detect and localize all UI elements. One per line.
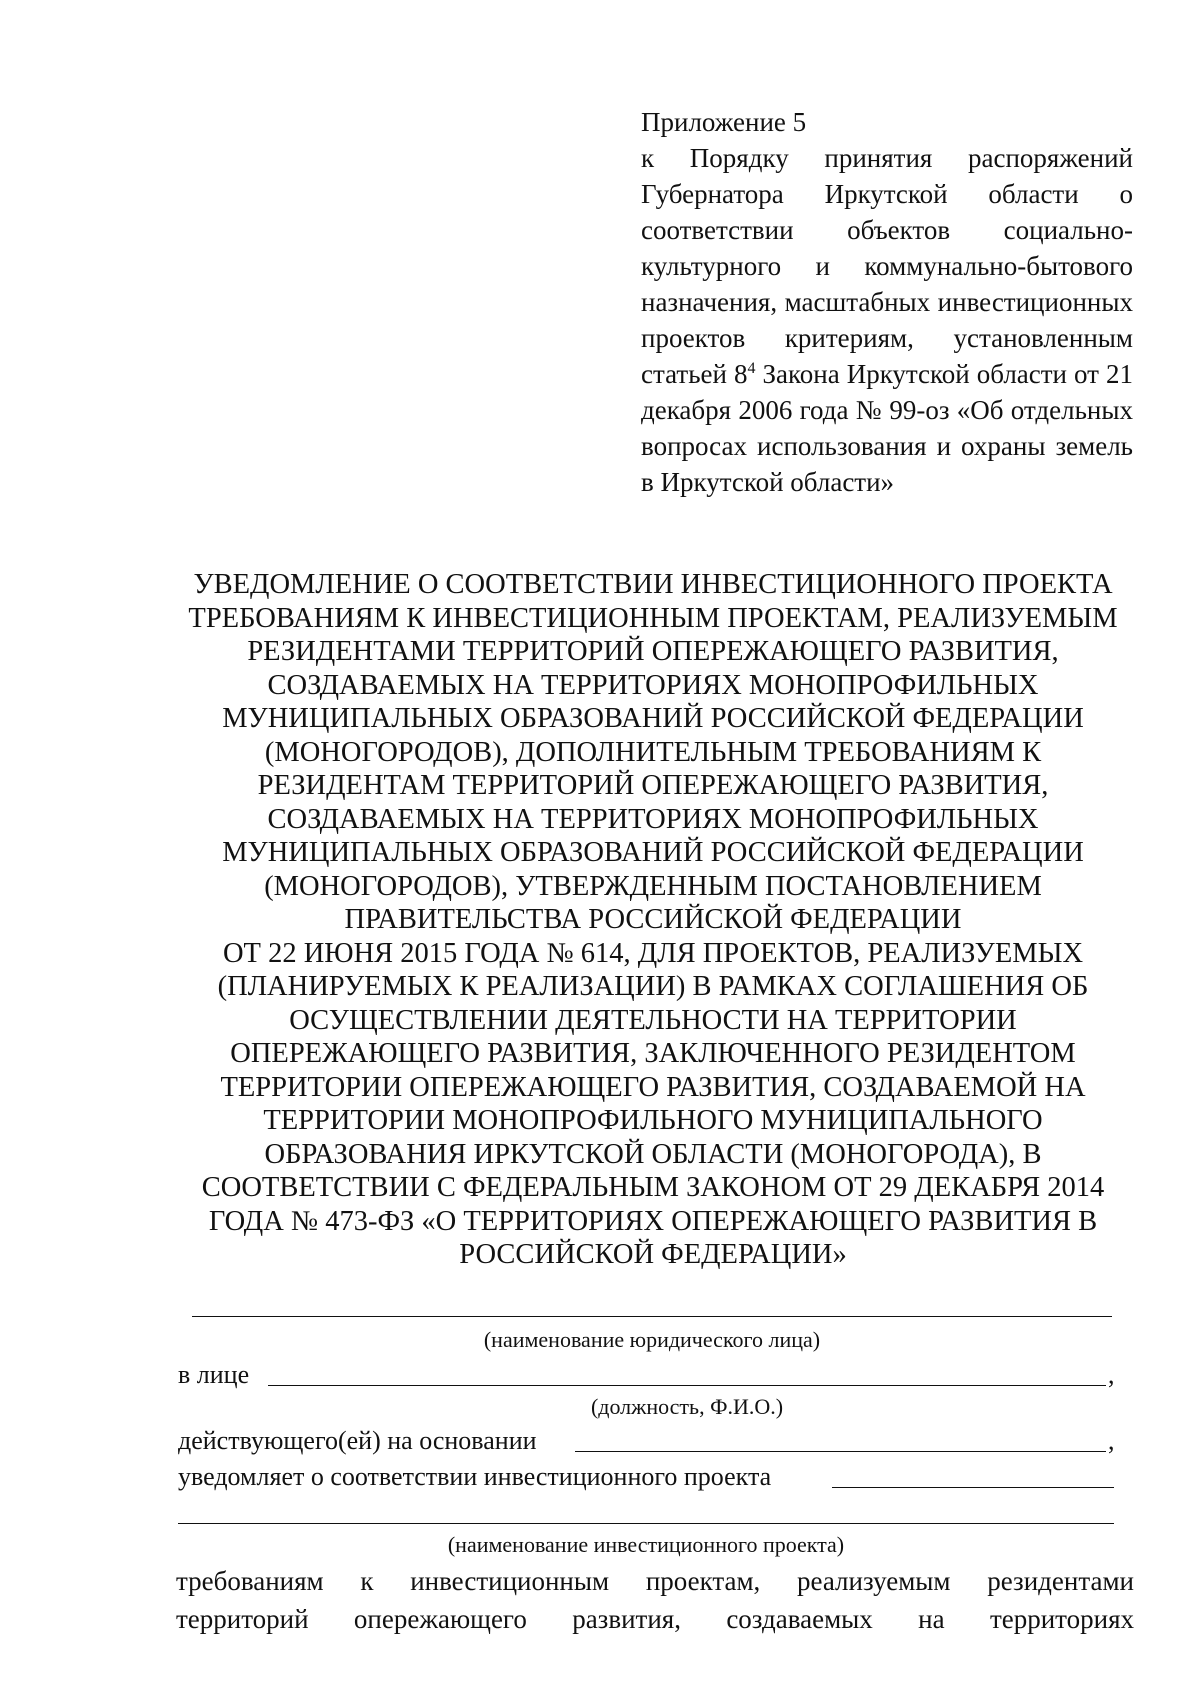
acting-basis-label: действующего(ей) на основании bbox=[178, 1426, 537, 1455]
notifies-label: уведомляет о соответствии инвестиционного проекта bbox=[178, 1462, 772, 1491]
title-line: СОЗДАВАЕМЫХ НА ТЕРРИТОРИЯХ МОНОПРОФИЛЬНЫХ bbox=[267, 803, 1039, 835]
in-person-label: в лице bbox=[178, 1360, 250, 1389]
title-line: (ПЛАНИРУЕМЫХ К РЕАЛИЗАЦИИ) В РАМКАХ СОГЛАШЕНИЯ ОБ bbox=[217, 971, 1089, 1002]
appendix-superscript: 4 bbox=[747, 360, 756, 377]
title-line: РЕЗИДЕНТАМИ ТЕРРИТОРИЙ ОПЕРЕЖАЮЩЕГО РАЗВИТИЯ, bbox=[247, 636, 1059, 667]
title-line: ТЕРРИТОРИИ МОНОПРОФИЛЬНОГО МУНИЦИПАЛЬНОГО bbox=[263, 1105, 1043, 1136]
project-field-line-start[interactable] bbox=[832, 1487, 1114, 1488]
title-line: ПРАВИТЕЛЬСТВА РОССИЙСКОЙ ФЕДЕРАЦИИ bbox=[344, 904, 962, 935]
title-line: МУНИЦИПАЛЬНЫХ ОБРАЗОВАНИЙ РОССИЙСКОЙ ФЕДЕРАЦИИ bbox=[222, 837, 1084, 868]
appendix-body-text: к Порядку принятия распоряжений Губернатора Иркутской области о соответствии объектов социально-культурного и коммунально-бытового назначения, масштабных инвестиционных проектов критериям, установленным статьей 8 bbox=[641, 143, 1133, 389]
title-line: ГОДА № 473-ФЗ «О ТЕРРИТОРИЯХ ОПЕРЕЖАЮЩЕГО РАЗВИТИЯ В bbox=[208, 1205, 1098, 1237]
appendix-number: Приложение 5 bbox=[641, 107, 807, 137]
title-line: РЕЗИДЕНТАМ ТЕРРИТОРИЙ ОПЕРЕЖАЮЩЕГО РАЗВИТИЯ, bbox=[257, 770, 1049, 801]
body-line: территорий опережающего развития, создаваемых на территориях bbox=[176, 1604, 1134, 1634]
legal-entity-caption: (наименование юридического лица) bbox=[483, 1327, 821, 1352]
title-line: ТЕРРИТОРИИ ОПЕРЕЖАЮЩЕГО РАЗВИТИЯ, СОЗДАВАЕМОЙ НА bbox=[220, 1071, 1086, 1103]
title-line: ОСУЩЕСТВЛЕНИИ ДЕЯТЕЛЬНОСТИ НА ТЕРРИТОРИИ bbox=[289, 1004, 1017, 1036]
appendix-body-text-end: Закона Иркутской области от 21 декабря 2006 года № 99-оз «Об отдельных вопросах использования и охраны земель в Иркутской области» bbox=[641, 359, 1133, 497]
position-caption: (должность, Ф.И.О.) bbox=[590, 1394, 784, 1419]
title-line: СОЗДАВАЕМЫХ НА ТЕРРИТОРИЯХ МОНОПРОФИЛЬНЫХ bbox=[267, 669, 1039, 701]
acting-basis-field-line[interactable] bbox=[575, 1451, 1106, 1452]
comma: , bbox=[1108, 1426, 1115, 1455]
title-line: ОПЕРЕЖАЮЩЕГО РАЗВИТИЯ, ЗАКЛЮЧЕННОГО РЕЗИДЕНТОМ bbox=[230, 1038, 1076, 1069]
document-title bbox=[160, 568, 1146, 1272]
legal-entity-field-line[interactable] bbox=[192, 1316, 1112, 1317]
title-line: МУНИЦИПАЛЬНЫХ ОБРАЗОВАНИЙ РОССИЙСКОЙ ФЕДЕРАЦИИ bbox=[222, 703, 1084, 734]
comma: , bbox=[1108, 1360, 1115, 1389]
project-field-line[interactable] bbox=[178, 1523, 1114, 1524]
title-line: УВЕДОМЛЕНИЕ О СООТВЕТСТВИИ ИНВЕСТИЦИОННОГО ПРОЕКТА bbox=[193, 569, 1113, 600]
title-line: ОБРАЗОВАНИЯ ИРКУТСКОЙ ОБЛАСТИ (МОНОГОРОДА), В bbox=[264, 1138, 1042, 1170]
title-line: СООТВЕТСТВИИ С ФЕДЕРАЛЬНЫМ ЗАКОНОМ ОТ 29 ДЕКАБРЯ 2014 bbox=[201, 1172, 1105, 1203]
title-line: (МОНОГОРОДОВ), УТВЕРЖДЕННЫМ ПОСТАНОВЛЕНИЕМ bbox=[264, 870, 1042, 902]
project-name-caption: (наименование инвестиционного проекта) bbox=[447, 1532, 845, 1557]
appendix-body bbox=[641, 140, 1133, 500]
appendix-block bbox=[641, 104, 1133, 500]
title-line: ТРЕБОВАНИЯМ К ИНВЕСТИЦИОННЫМ ПРОЕКТАМ, РЕАЛИЗУЕМЫМ bbox=[188, 602, 1118, 634]
title-line: РОССИЙСКОЙ ФЕДЕРАЦИИ» bbox=[459, 1239, 847, 1270]
title-line: ОТ 22 ИЮНЯ 2015 ГОДА № 614, ДЛЯ ПРОЕКТОВ, РЕАЛИЗУЕМЫХ bbox=[222, 937, 1084, 969]
body-line: требованиям к инвестиционным проектам, реализуемым резидентами bbox=[176, 1566, 1134, 1596]
position-field-line[interactable] bbox=[268, 1385, 1106, 1386]
title-line: (МОНОГОРОДОВ), ДОПОЛНИТЕЛЬНЫМ ТРЕБОВАНИЯМ К bbox=[264, 736, 1042, 768]
